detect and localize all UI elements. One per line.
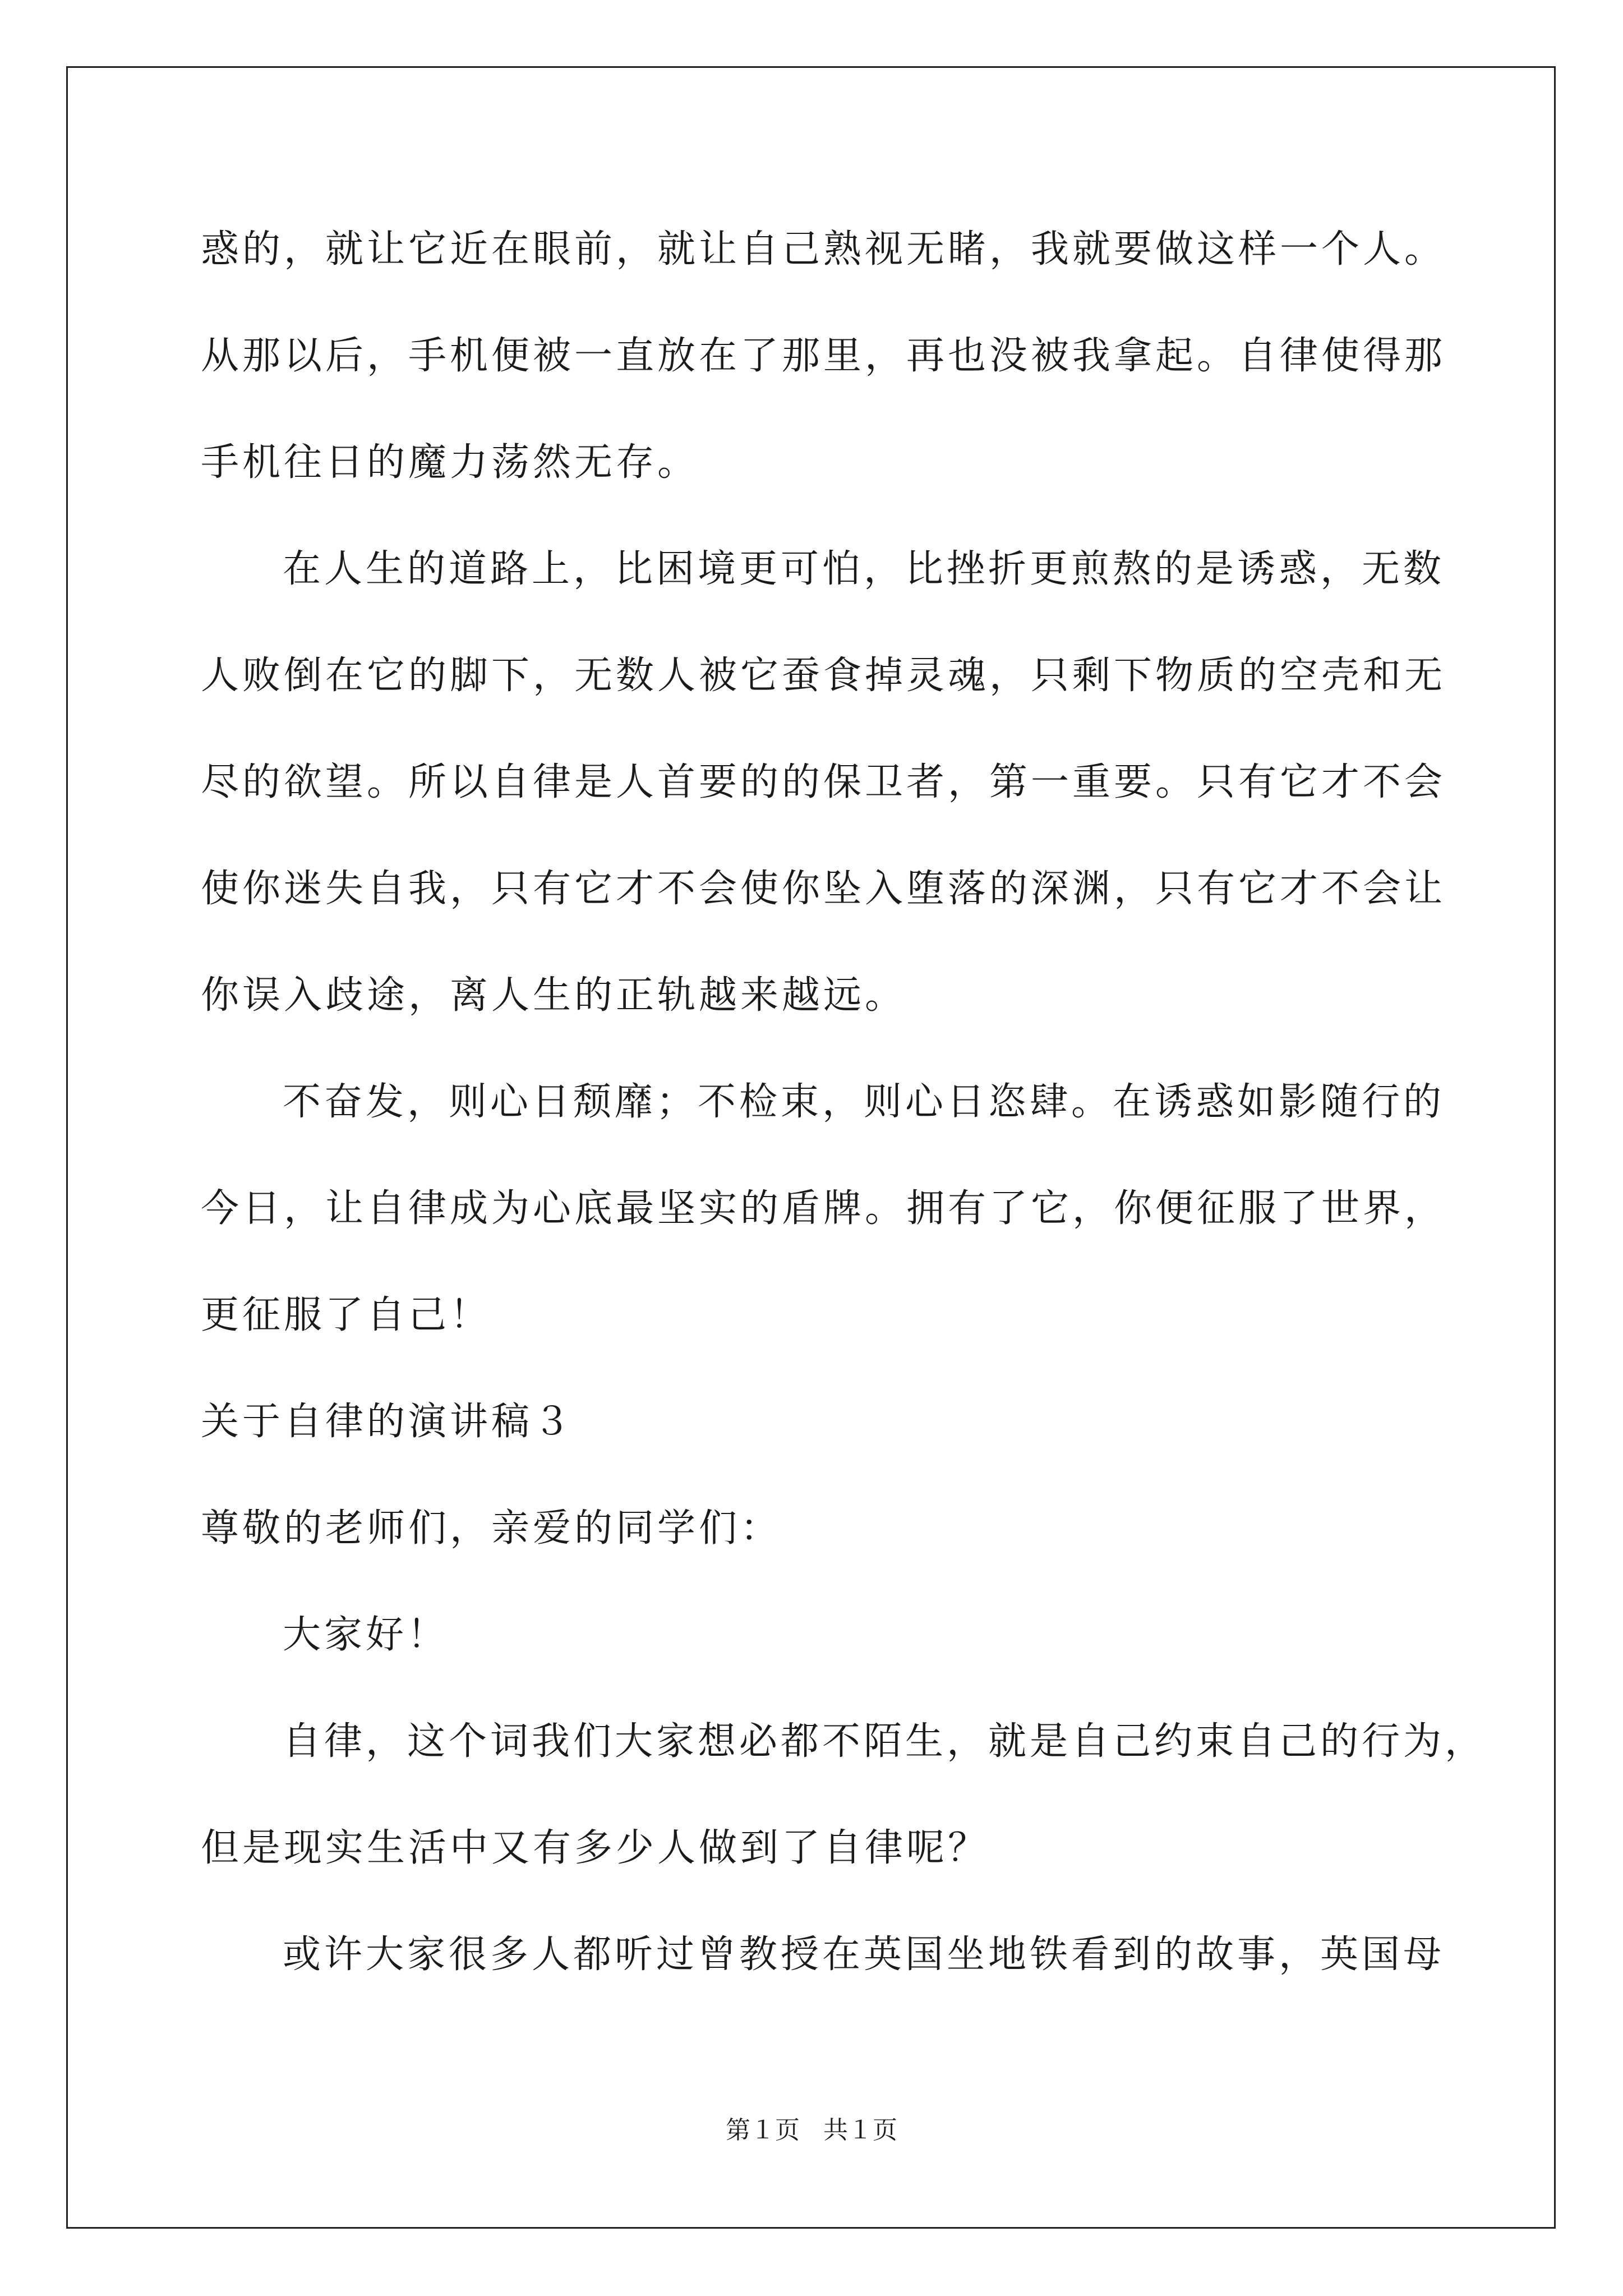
- paragraph-line: 使你迷失自我，只有它才不会使你坠入堕落的深渊，只有它才不会让: [201, 867, 1446, 911]
- page-number-current: 第１页: [726, 2116, 800, 2145]
- paragraph-line: 今日，让自律成为心底最坚实的盾牌。拥有了它，你便征服了世界，: [201, 1186, 1446, 1231]
- paragraph-line: 更征服了自己！: [201, 1293, 492, 1337]
- paragraph-line: 你误入歧途，离人生的正轨越来越远。: [201, 973, 907, 1018]
- paragraph-line: 自律，这个词我们大家想必都不陌生，就是自己约束自己的行为，: [283, 1719, 1487, 1764]
- paragraph-line: 人败倒在它的脚下，无数人被它蚕食掉灵魂，只剩下物质的空壳和无: [201, 654, 1446, 698]
- salutation: 尊敬的老师们，亲爱的同学们：: [201, 1506, 782, 1550]
- paragraph-line: 惑的，就让它近在眼前，就让自己熟视无睹，我就要做这样一个人。: [201, 227, 1446, 272]
- paragraph-line: 或许大家很多人都听过曾教授在英国坐地铁看到的故事，英国母: [283, 1932, 1445, 1977]
- greeting: 大家好！: [283, 1613, 449, 1657]
- page-number-total: 共１页: [823, 2116, 897, 2145]
- paragraph-line: 在人生的道路上，比困境更可怕，比挫折更煎熬的是诱惑，无数: [283, 547, 1445, 591]
- paragraph-line: 手机往日的魔力荡然无存。: [201, 440, 699, 485]
- paragraph-line: 不奋发，则心日颓靡；不检束，则心日恣肆。在诱惑如影随行的: [283, 1080, 1445, 1124]
- paragraph-line: 尽的欲望。所以自律是人首要的的保卫者，第一重要。只有它才不会: [201, 760, 1446, 804]
- section-heading: 关于自律的演讲稿３: [201, 1400, 575, 1444]
- page-footer: [0, 2114, 1623, 2147]
- paragraph-line: 从那以后，手机便被一直放在了那里，再也没被我拿起。自律使得那: [201, 334, 1446, 378]
- page-border: [66, 66, 1556, 2229]
- paragraph-line: 但是现实生活中又有多少人做到了自律呢？: [201, 1826, 990, 1870]
